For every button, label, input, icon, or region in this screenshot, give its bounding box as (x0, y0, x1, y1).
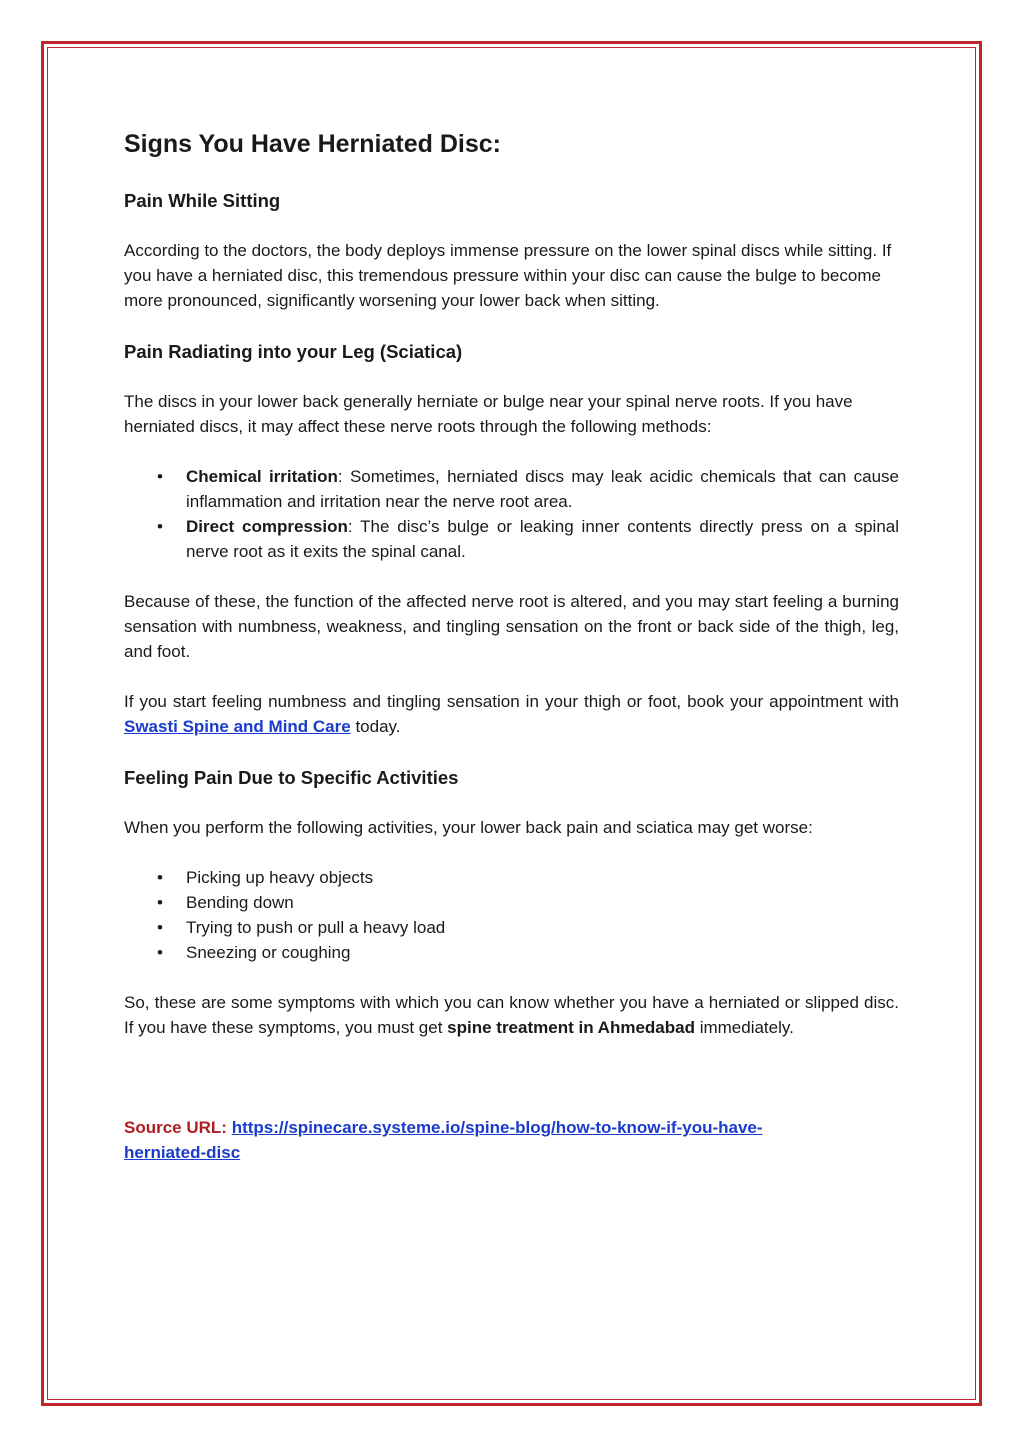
list-item (157, 890, 899, 915)
bullet-glyph: • (157, 517, 163, 536)
closing-bold-text: spine treatment in Ahmedabad (447, 1018, 695, 1037)
list-item-text: : Sometimes, herniated discs may leak acidic chemicals that can cause inflammation and irritation near the nerve root area. (186, 467, 899, 511)
nerve-root-methods-list (124, 464, 899, 564)
list-item (157, 514, 899, 564)
bullet-glyph: • (157, 467, 163, 486)
list-item-term: Chemical irritation (186, 467, 338, 486)
source-label: Source URL: (124, 1118, 227, 1137)
list-item-text: Bending down (186, 893, 294, 912)
source-line (124, 1115, 899, 1165)
paragraph-closing (124, 990, 899, 1040)
activities-list (124, 865, 899, 965)
paragraph-activities-intro: When you perform the following activities, your lower back pain and sciatica may get worse: (124, 818, 813, 837)
paragraph-nerve-effects: Because of these, the function of the affected nerve root is altered, and you may start feeling a burning sensation with numbness, weakness, and tingling sensation on the front or back side of the thigh, leg, and foot. (124, 592, 899, 661)
list-item (157, 915, 899, 940)
closing-text-after: immediately. (694, 1018, 794, 1037)
section-heading-specific-activities: Feeling Pain Due to Specific Activities (124, 767, 459, 788)
bullet-glyph: • (157, 943, 163, 962)
list-item-text: Sneezing or coughing (186, 943, 351, 962)
section-heading-pain-radiating: Pain Radiating into your Leg (Sciatica) (124, 341, 463, 362)
source-url-line1: https://spinecare.systeme.io/spine-blog/how-to-know-if-you-have- (231, 1118, 763, 1137)
appointment-text-after: today. (350, 717, 401, 736)
source-url-line2: herniated-disc (124, 1143, 241, 1162)
page-title: Signs You Have Herniated Disc: (124, 130, 501, 158)
bullet-glyph: • (157, 893, 163, 912)
closing-text-before: So, these are some symptoms with which you can know whether you have a herniated or slipped disc. If you have these symptoms, you must get (124, 993, 899, 1037)
appointment-text-before: If you start feeling numbness and tingling sensation in your thigh or foot, book your appointment with (124, 692, 899, 711)
document-body (124, 128, 899, 1165)
list-item-text: : The disc’s bulge or leaking inner contents directly press on a spinal nerve root as it exits the spinal canal. (186, 517, 899, 561)
list-item (157, 940, 899, 965)
bullet-glyph: • (157, 918, 163, 937)
paragraph-book-appointment (124, 689, 899, 739)
paragraph-pain-while-sitting: According to the doctors, the body deploys immense pressure on the lower spinal discs while sitting. If you have a herniated disc, this tremendous pressure within your disc can cause the bulge to become more pronounced, significantly worsening your lower back when sitting. (124, 241, 892, 310)
list-item (157, 464, 899, 514)
list-item-text: Trying to push or pull a heavy load (186, 918, 446, 937)
bullet-glyph: • (157, 868, 163, 887)
swasti-spine-link[interactable]: Swasti Spine and Mind Care (124, 717, 351, 736)
list-item-text: Picking up heavy objects (186, 868, 374, 887)
list-item (157, 865, 899, 890)
list-item-term: Direct compression (186, 517, 348, 536)
paragraph-nerve-roots-intro: The discs in your lower back generally herniate or bulge near your spinal nerve roots. If you have herniated discs, it may affect these nerve roots through the following methods: (124, 392, 853, 436)
section-heading-pain-while-sitting: Pain While Sitting (124, 190, 281, 211)
